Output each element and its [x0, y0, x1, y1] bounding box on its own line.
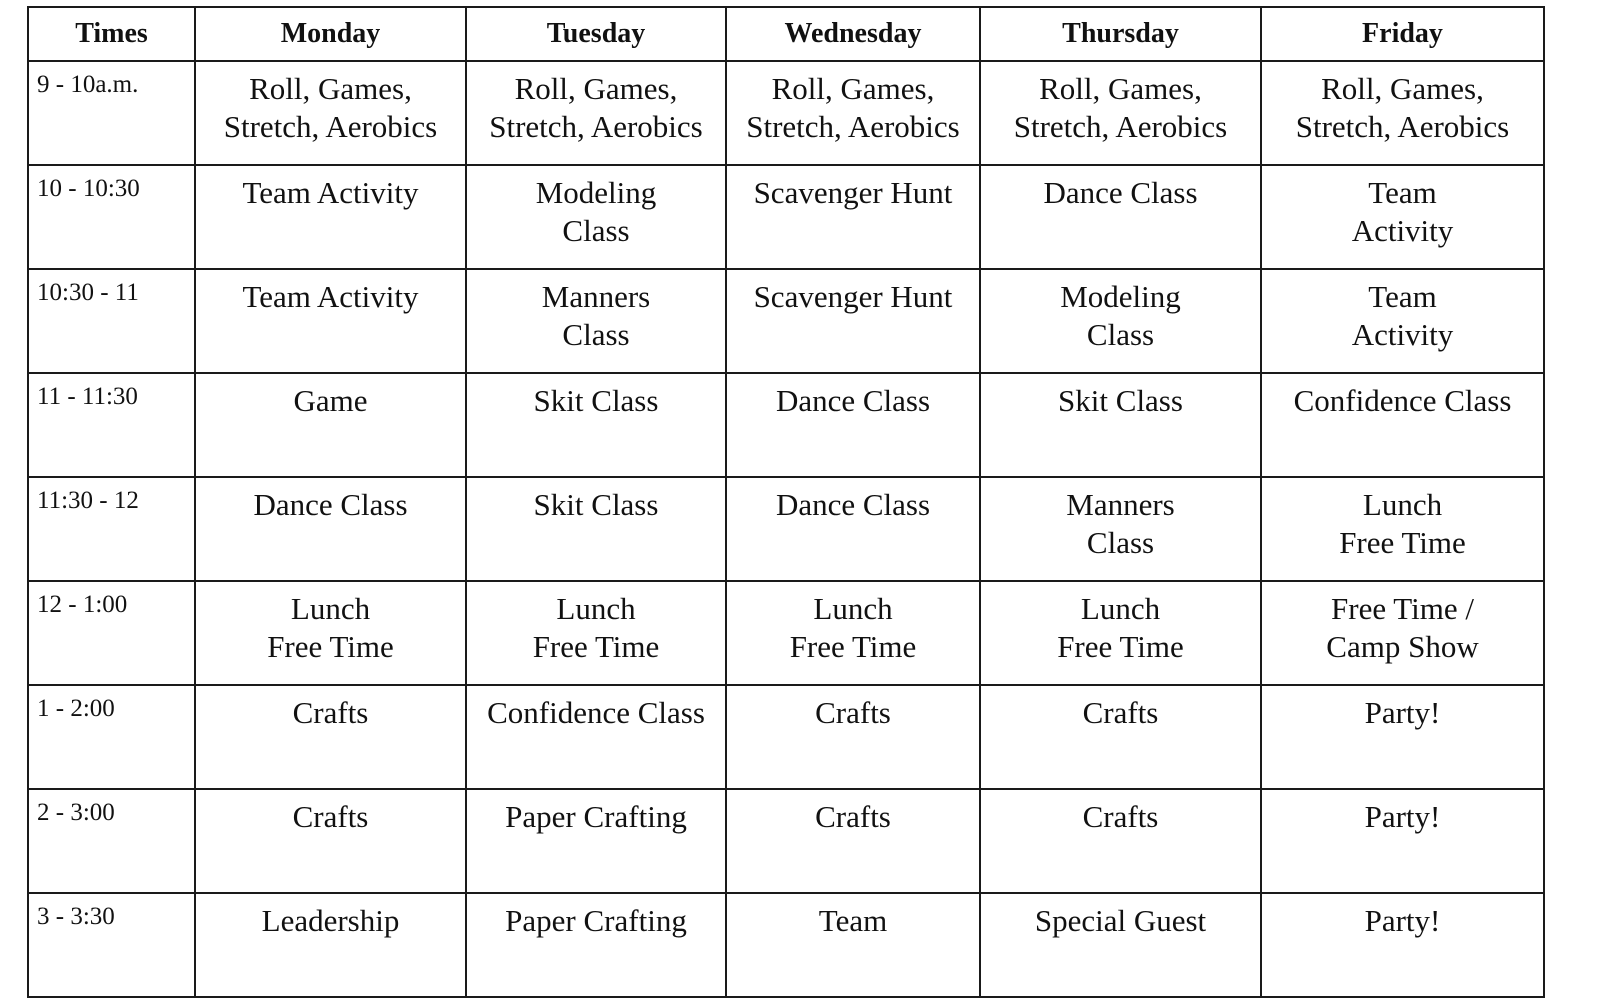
activity-cell-wednesday: [726, 789, 980, 893]
activity-line: Team: [818, 903, 888, 938]
activity-line: Activity: [1351, 317, 1454, 352]
schedule-row: [28, 581, 1544, 685]
activity-line: Free Time: [532, 629, 660, 664]
activity-line: Roll, Games,: [1321, 71, 1484, 106]
activity-cell-thursday: [980, 685, 1261, 789]
activity-line: Free Time /: [1331, 591, 1474, 626]
activity-cell-thursday: [980, 581, 1261, 685]
activity-line: Lunch: [556, 591, 636, 626]
activity-cell-tuesday: [466, 61, 726, 165]
activity-line: Leadership: [261, 903, 400, 938]
activity-cell-monday: [195, 61, 466, 165]
activity-cell-wednesday: [726, 269, 980, 373]
activity-line: Free Time: [1339, 525, 1466, 560]
activity-line: Free Time: [789, 629, 917, 664]
activity-cell-thursday: [980, 477, 1261, 581]
activity-cell-tuesday: [466, 789, 726, 893]
activity-line: Crafts: [815, 799, 891, 834]
activity-cell-monday: [195, 893, 466, 997]
activity-line: Party!: [1364, 799, 1441, 834]
activity-cell-wednesday: [726, 477, 980, 581]
activity-line: Skit Class: [533, 383, 659, 418]
activity-cell-friday: [1261, 685, 1544, 789]
activity-cell-wednesday: [726, 61, 980, 165]
activity-cell-friday: [1261, 581, 1544, 685]
activity-line: Lunch: [290, 591, 371, 626]
activity-line: Party!: [1364, 695, 1441, 730]
activity-cell-tuesday: [466, 165, 726, 269]
activity-line: Confidence Class: [487, 695, 705, 730]
activity-line: Dance Class: [775, 383, 931, 418]
activity-cell-monday: [195, 165, 466, 269]
activity-line: Manners: [541, 279, 651, 314]
time-slot-cell: 11 - 11:30: [28, 373, 195, 477]
activity-line: Skit Class: [1058, 383, 1183, 418]
activity-line: Crafts: [815, 695, 891, 730]
activity-line: Free Time: [267, 629, 394, 664]
schedule-row: [28, 61, 1544, 165]
activity-cell-wednesday: [726, 581, 980, 685]
schedule-row: [28, 269, 1544, 373]
activity-line: Scavenger Hunt: [753, 279, 953, 314]
time-slot-cell: 10 - 10:30: [28, 165, 195, 269]
activity-line: Crafts: [1082, 695, 1159, 730]
activity-cell-monday: [195, 685, 466, 789]
schedule-table-container: [27, 6, 1543, 998]
schedule-row: [28, 789, 1544, 893]
activity-cell-tuesday: [466, 373, 726, 477]
header-times: Times: [28, 7, 195, 61]
activity-line: Activity: [1351, 213, 1454, 248]
activity-line: Class: [562, 213, 630, 248]
time-slot-cell: 10:30 - 11: [28, 269, 195, 373]
activity-cell-tuesday: [466, 269, 726, 373]
activity-line: Dance Class: [775, 487, 931, 522]
activity-line: Roll, Games,: [771, 71, 935, 106]
activity-cell-wednesday: [726, 373, 980, 477]
activity-line: Skit Class: [533, 487, 659, 522]
schedule-row: [28, 373, 1544, 477]
header-thursday: Thursday: [980, 7, 1261, 61]
activity-cell-monday: [195, 789, 466, 893]
activity-cell-tuesday: [466, 893, 726, 997]
activity-line: Class: [1086, 317, 1155, 352]
activity-line: Crafts: [292, 799, 369, 834]
activity-cell-thursday: [980, 165, 1261, 269]
activity-cell-friday: [1261, 373, 1544, 477]
activity-cell-monday: [195, 269, 466, 373]
activity-cell-wednesday: [726, 893, 980, 997]
activity-cell-friday: [1261, 789, 1544, 893]
activity-cell-wednesday: [726, 685, 980, 789]
schedule-row: [28, 477, 1544, 581]
activity-cell-thursday: [980, 789, 1261, 893]
time-slot-cell: 3 - 3:30: [28, 893, 195, 997]
activity-line: Team Activity: [242, 279, 419, 314]
activity-cell-thursday: [980, 61, 1261, 165]
activity-cell-thursday: [980, 269, 1261, 373]
header-friday: Friday: [1261, 7, 1544, 61]
header-row: [28, 7, 1544, 61]
activity-line: Confidence Class: [1293, 383, 1512, 418]
activity-cell-friday: [1261, 165, 1544, 269]
activity-cell-thursday: [980, 893, 1261, 997]
schedule-body: [28, 61, 1544, 997]
activity-line: Roll, Games,: [514, 71, 678, 106]
activity-line: Party!: [1364, 903, 1441, 938]
activity-line: Paper Crafting: [505, 799, 687, 834]
activity-line: Crafts: [292, 695, 369, 730]
activity-cell-monday: [195, 373, 466, 477]
activity-line: Scavenger Hunt: [753, 175, 953, 210]
activity-line: Stretch, Aerobics: [746, 109, 960, 144]
activity-line: Crafts: [1082, 799, 1159, 834]
header-wednesday: Wednesday: [726, 7, 980, 61]
activity-cell-tuesday: [466, 685, 726, 789]
activity-line: Lunch: [1080, 591, 1161, 626]
activity-cell-friday: [1261, 61, 1544, 165]
activity-line: Stretch, Aerobics: [489, 109, 703, 144]
activity-line: Team: [1368, 175, 1437, 210]
schedule-row: [28, 893, 1544, 997]
time-slot-cell: 2 - 3:00: [28, 789, 195, 893]
activity-line: Lunch: [1362, 487, 1443, 522]
activity-cell-monday: [195, 477, 466, 581]
time-slot-cell: 11:30 - 12: [28, 477, 195, 581]
activity-line: Roll, Games,: [249, 71, 412, 106]
header-tuesday: Tuesday: [466, 7, 726, 61]
activity-line: Manners: [1066, 487, 1175, 522]
activity-line: Stretch, Aerobics: [1013, 109, 1228, 144]
activity-cell-tuesday: [466, 581, 726, 685]
activity-line: Modeling: [535, 175, 657, 210]
activity-line: Game: [293, 383, 368, 418]
activity-line: Modeling: [1060, 279, 1181, 314]
activity-line: Paper Crafting: [505, 903, 687, 938]
activity-cell-thursday: [980, 373, 1261, 477]
time-slot-cell: 9 - 10a.m.: [28, 61, 195, 165]
schedule-row: [28, 685, 1544, 789]
activity-line: Class: [1086, 525, 1155, 560]
time-slot-cell: 1 - 2:00: [28, 685, 195, 789]
activity-line: Team: [1368, 279, 1437, 314]
schedule-row: [28, 165, 1544, 269]
activity-line: Roll, Games,: [1039, 71, 1202, 106]
activity-cell-wednesday: [726, 165, 980, 269]
activity-cell-friday: [1261, 477, 1544, 581]
activity-line: Dance Class: [253, 487, 408, 522]
camp-schedule-table: [27, 6, 1545, 998]
activity-line: Lunch: [813, 591, 893, 626]
activity-cell-monday: [195, 581, 466, 685]
activity-line: Team Activity: [242, 175, 419, 210]
activity-line: Special Guest: [1034, 903, 1207, 938]
header-monday: Monday: [195, 7, 466, 61]
activity-line: Stretch, Aerobics: [223, 109, 438, 144]
activity-line: Camp Show: [1326, 629, 1479, 664]
activity-cell-friday: [1261, 893, 1544, 997]
activity-cell-tuesday: [466, 477, 726, 581]
activity-line: Class: [562, 317, 630, 352]
activity-line: Stretch, Aerobics: [1295, 109, 1510, 144]
activity-line: Dance Class: [1043, 175, 1198, 210]
activity-line: Free Time: [1057, 629, 1184, 664]
activity-cell-friday: [1261, 269, 1544, 373]
time-slot-cell: 12 - 1:00: [28, 581, 195, 685]
